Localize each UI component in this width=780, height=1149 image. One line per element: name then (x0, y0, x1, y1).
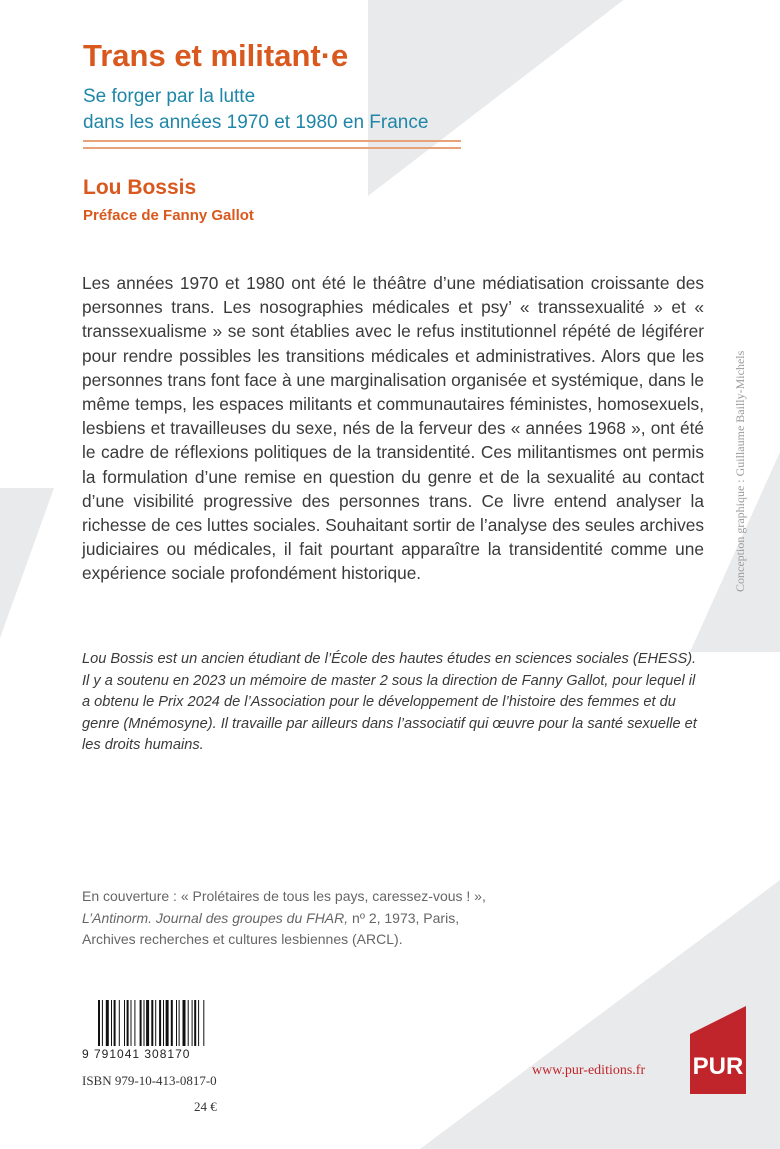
barcode-bar (159, 1000, 161, 1046)
barcode-bar (194, 1000, 196, 1046)
cover-credit-issue: nº 2, 1973, Paris, (348, 909, 460, 926)
design-credit: Conception graphique : Guillaume Bailly-Michels (733, 350, 747, 592)
barcode-bar (166, 1000, 169, 1046)
price: 24 € (194, 1099, 217, 1114)
cover-credit-line-2 (82, 908, 704, 930)
book-subtitle (83, 84, 428, 136)
barcode-bar (111, 1000, 112, 1046)
barcode-bar (146, 1000, 149, 1046)
barcode-icon (98, 1000, 236, 1046)
pur-logo-shape (690, 1006, 746, 1094)
book-summary: Les années 1970 et 1980 ont été le théâtre d’une médiatisation croissante des personnes trans. Les nosographies médicales et psy’ « transsexualité » et « transsexualisme » se sont établies avec le refus institutionnel répété de légiférer pour rendre possibles les transitions médicales et administratives. Alors que les personnes trans font face à une marginalisation organisée et systémique, dans le même temps, les espaces militants et communautaires féministes, homosexuels, lesbiens et travailleuses du sexe, nés de la ferveur des « années 1968 », ont été le cadre de réflexions politiques de la transidentité. Ces militantismes ont permis la formulation d’une remise en question du genre et de la sexualité au contact d’une visibilité progressive des personnes trans. Ce livre entend analyser la richesse de ces luttes sociales. Souhaitant sortir de l’analyse des seules archives judiciaires ou médicales, il fait pourtant apparaître la transidentité comme une expérience sociale profondément historique. (82, 273, 704, 584)
subtitle-line-1: Se forger par la lutte (83, 86, 256, 107)
barcode-bar (198, 1000, 199, 1046)
cover-credit-journal: L’Antinorm. Journal des groupes du FHAR, (82, 909, 349, 926)
subtitle-line-2: dans les années 1970 et 1980 en France (83, 112, 429, 133)
cover-credit-line-3: Archives recherches et cultures lesbiennes (ARCL). (82, 931, 403, 948)
barcode-bar (102, 1000, 103, 1046)
barcode-bar (127, 1000, 129, 1046)
barcode-bar (106, 1000, 109, 1046)
barcode-bar (131, 1000, 132, 1046)
barcode-bar (155, 1000, 156, 1046)
author-bio: Lou Bossis est un ancien étudiant de l’École des hautes études en sciences sociales (EHESS). Il y a soutenu en 2023 un mémoire de master 2 sous la direction de Fanny Gallot, pour lequel il a obtenu le Prix 2024 de l’Association pour le développement de l’histoire des femmes et du genre (Mnémosyne). Il travaille par ailleurs dans l’associatif qui œuvre pour la santé sexuelle et les droits humains. (82, 651, 697, 754)
pur-logo-text: PUR (692, 1053, 744, 1080)
barcode-bar (144, 1000, 145, 1046)
barcode-bar (188, 1000, 189, 1046)
barcode-bar (124, 1000, 125, 1046)
barcode-digits: 9 791041 308170 (82, 1047, 191, 1061)
divider-rule-2 (83, 147, 461, 149)
publisher-website: www.pur-editions.fr (532, 1063, 646, 1078)
book-title: Trans et militant·e (83, 38, 349, 73)
barcode-bar (171, 1000, 173, 1046)
cover-credit-line-1: En couverture : « Prolétaires de tous les pays, caressez-vous ! », (82, 888, 486, 904)
barcode-bar (183, 1000, 186, 1046)
barcode-bar (203, 1000, 204, 1046)
background-shape-left (0, 488, 54, 638)
barcode-bar (192, 1000, 193, 1046)
barcode-bar (134, 1000, 135, 1046)
barcode-bar (140, 1000, 142, 1046)
pur-logo (690, 1006, 746, 1094)
author-name: Lou Bossis (83, 176, 197, 199)
cover-credit (82, 886, 704, 951)
barcode-bar (114, 1000, 116, 1046)
barcode-bar (176, 1000, 177, 1046)
barcode-bar (163, 1000, 164, 1046)
barcode-bar (119, 1000, 120, 1046)
preface-credit: Préface de Fanny Gallot (83, 207, 254, 224)
barcode-bar (179, 1000, 180, 1046)
barcode-bar (151, 1000, 153, 1046)
isbn: ISBN 979-10-413-0817-0 (82, 1073, 217, 1088)
barcode-bar (98, 1000, 100, 1046)
divider-rule-1 (83, 140, 461, 142)
